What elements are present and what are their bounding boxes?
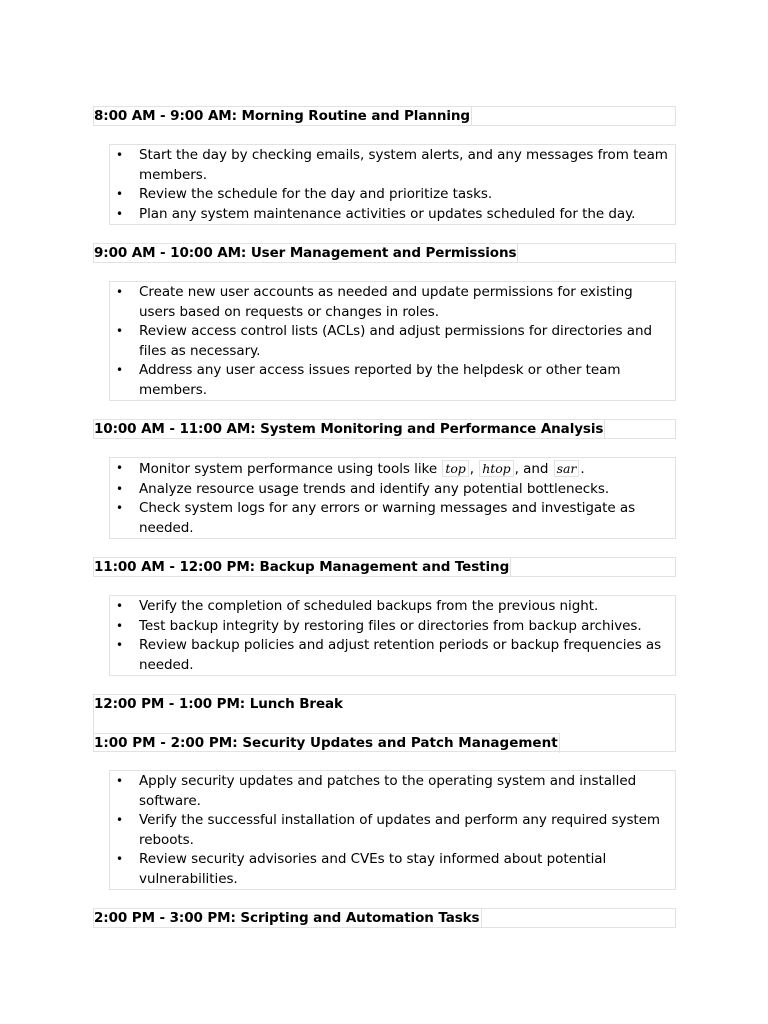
section-scripting-automation [93, 908, 676, 928]
bullet-icon: • [116, 618, 124, 633]
section-heading: 8:00 AM - 9:00 AM: Morning Routine and Planning [94, 108, 470, 124]
code-top: top [442, 460, 468, 477]
bullet-icon: • [116, 501, 124, 515]
section-heading: 9:00 AM - 10:00 AM: User Management and Permissions [94, 245, 517, 261]
list-item: • Start the day by checking emails, system alerts, and any messages from team members. [116, 147, 668, 183]
section-system-monitoring [93, 419, 676, 539]
list-item: • Create new user accounts as needed and update permissions for existing users based on requests or changes in roles. [116, 284, 633, 320]
section-backup-management [93, 557, 676, 676]
list-item: • Analyze resource usage trends and identify any potential bottlenecks. [110, 480, 669, 500]
bullet-icon: • [116, 363, 124, 377]
list-item: • Verify the completion of scheduled backups from the previous night. [110, 597, 669, 617]
bullet-icon: • [116, 324, 124, 338]
section-lunch-and-security [93, 694, 676, 890]
bullet-icon: • [116, 599, 124, 613]
section-heading-row [93, 694, 676, 752]
list-item: • Plan any system maintenance activities or updates scheduled for the day. [110, 205, 669, 225]
bullet-icon: • [116, 461, 124, 475]
section-heading-row [93, 243, 676, 263]
list-item: • Verify the successful installation of updates and perform any required system reboots. [116, 812, 661, 848]
section-heading: 11:00 AM - 12:00 PM: Backup Management and Testing [94, 559, 510, 575]
section-heading: 12:00 PM - 1:00 PM: Lunch Break [94, 696, 343, 712]
list-item: • Review backup policies and adjust retention periods or backup frequencies as needed. [116, 637, 662, 673]
bullet-icon: • [116, 206, 124, 221]
bullet-icon: • [116, 813, 124, 827]
list-item: • Apply security updates and patches to the operating system and installed software. [116, 773, 637, 809]
list-item: • Monitor system performance using tools like top , htop , and sar . [116, 461, 585, 477]
task-list [109, 144, 676, 225]
section-heading-row [93, 106, 676, 126]
bullet-icon: • [116, 774, 124, 788]
section-morning-routine [93, 106, 676, 225]
list-item: • Check system logs for any errors or warning messages and investigate as needed. [116, 500, 636, 536]
task-list [109, 457, 676, 539]
bullet-icon: • [116, 285, 124, 299]
task-list [109, 595, 676, 676]
task-list [109, 281, 676, 401]
task-list [109, 770, 676, 890]
bullet-icon: • [116, 638, 124, 652]
list-item: • Test backup integrity by restoring files or directories from backup archives. [110, 617, 669, 637]
bullet-icon: • [116, 481, 124, 496]
section-heading: 1:00 PM - 2:00 PM: Security Updates and Patch Management [94, 735, 558, 751]
code-htop: htop [479, 460, 513, 477]
section-heading-row [93, 908, 676, 928]
list-item: • Address any user access issues reported by the helpdesk or other team members. [116, 362, 621, 398]
section-heading-row [93, 419, 676, 439]
code-sar: sar [554, 460, 580, 477]
section-heading-row [93, 557, 676, 577]
section-user-management [93, 243, 676, 401]
list-item: • Review security advisories and CVEs to stay informed about potential vulnerabilities. [116, 851, 607, 887]
bullet-icon: • [116, 852, 124, 866]
document-body [93, 106, 676, 928]
bullet-icon: • [116, 148, 124, 162]
bullet-icon: • [116, 187, 124, 201]
section-heading: 10:00 AM - 11:00 AM: System Monitoring and Performance Analysis [94, 421, 604, 437]
list-item: • Review access control lists (ACLs) and adjust permissions for directories and files as necessary. [116, 323, 652, 359]
list-item: • Review the schedule for the day and prioritize tasks. [110, 185, 669, 205]
section-heading: 2:00 PM - 3:00 PM: Scripting and Automation Tasks [94, 910, 480, 926]
